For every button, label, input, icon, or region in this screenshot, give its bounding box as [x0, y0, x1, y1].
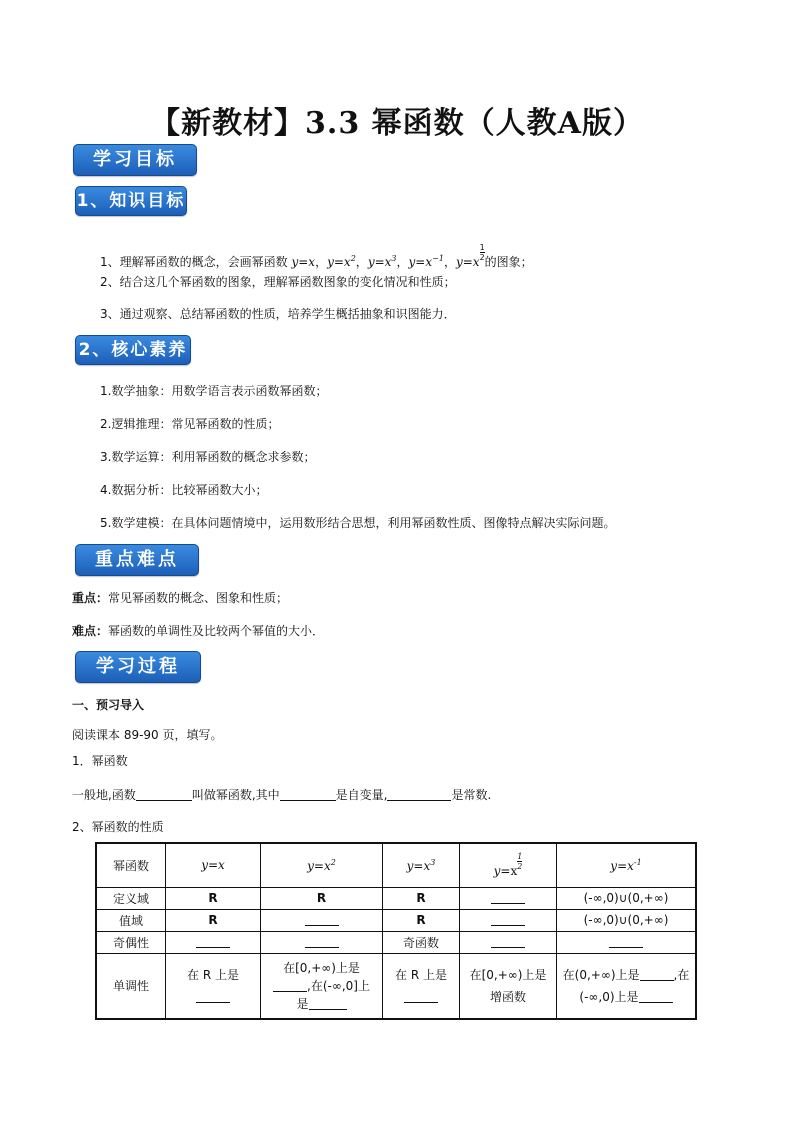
answer-blank[interactable]: [609, 935, 643, 948]
table-header-cell: 幂函数: [96, 843, 166, 887]
blank-constant[interactable]: [387, 788, 451, 801]
reading-instruction: 阅读课本 89-90 页，填写。: [72, 728, 223, 742]
table-row: [96, 931, 696, 953]
table-header-cell: $y=x^3$: [383, 843, 460, 887]
knowledge-goal-3: 3、通过观察、总结幂函数的性质，培养学生概括抽象和识图能力．: [100, 307, 456, 321]
table-cell: [166, 931, 261, 953]
table-cell: 奇函数: [383, 931, 460, 953]
answer-blank[interactable]: [305, 913, 339, 926]
section-tag-knowledge: 1、知识目标: [75, 186, 187, 216]
table-header-cell: $y=x^{-1}$: [557, 843, 697, 887]
table-cell: 在 R 上是: [383, 953, 460, 1019]
literacy-item: 1.数学抽象：用数学语言表示函数幂函数；: [100, 384, 328, 398]
table-cell: R: [261, 887, 383, 909]
answer-blank[interactable]: [491, 913, 525, 926]
table-cell: 在 R 上是: [166, 953, 261, 1019]
question-2-title: 2、幂函数的性质: [72, 820, 164, 834]
answer-blank[interactable]: [404, 990, 438, 1003]
table-cell: [460, 887, 557, 909]
table-cell: [460, 931, 557, 953]
table-cell: [557, 931, 697, 953]
table-cell: R: [166, 887, 261, 909]
table-row-label: 单调性: [96, 953, 166, 1019]
table-row: [96, 887, 696, 909]
table-row-label: 定义域: [96, 887, 166, 909]
table-cell: [460, 909, 557, 931]
answer-blank[interactable]: [639, 990, 673, 1003]
table-cell: [261, 931, 383, 953]
answer-blank[interactable]: [491, 935, 525, 948]
section-tag-goals: 学习目标: [73, 144, 197, 176]
table-header-cell: y=x: [166, 843, 261, 887]
table-cell: (-∞,0)∪(0,+∞): [557, 909, 697, 931]
table-cell: 在(0,+∞)上是 ,在 (-∞,0)上是: [557, 953, 697, 1019]
literacy-item: 2.逻辑推理：常见幂函数的性质；: [100, 417, 280, 431]
table-cell: R: [383, 887, 460, 909]
literacy-item: 3.数学运算：利用幂函数的概念求参数；: [100, 450, 316, 464]
answer-blank[interactable]: [305, 935, 339, 948]
table-row: [96, 953, 696, 1019]
answer-blank[interactable]: [491, 891, 525, 904]
table-cell: (-∞,0)∪(0,+∞): [557, 887, 697, 909]
page-title: 【新教材】3.3 幂函数（人教A版）: [150, 106, 644, 141]
table-row: [96, 909, 696, 931]
difficult-point: 难点：幂函数的单调性及比较两个幂值的大小．: [72, 624, 325, 638]
blank-variable[interactable]: [280, 788, 336, 801]
question-1-title: 1．幂函数: [72, 754, 128, 768]
table-cell: [261, 909, 383, 931]
section-tag-literacy: 2、核心素养: [75, 335, 191, 365]
blank-function[interactable]: [136, 788, 192, 801]
section-tag-keypoints: 重点难点: [75, 544, 199, 576]
table-cell: 在[0,+∞)上是 ,在(-∞,0]上 是: [261, 953, 383, 1019]
preview-heading: 一、预习导入: [72, 698, 145, 712]
answer-blank[interactable]: [309, 997, 347, 1010]
answer-blank[interactable]: [196, 990, 230, 1003]
section-tag-process: 学习过程: [75, 651, 201, 683]
answer-blank[interactable]: [273, 979, 307, 992]
table-cell: R: [166, 909, 261, 931]
table-row-label: 值域: [96, 909, 166, 931]
answer-blank[interactable]: [196, 935, 230, 948]
definition-fill-blank: 一般地,函数 叫做幂函数,其中 是自变量, 是常数.: [72, 788, 492, 802]
power-function-properties-table: [95, 842, 697, 1020]
answer-blank[interactable]: [640, 968, 674, 981]
key-point: 重点：常见幂函数的概念、图象和性质；: [72, 591, 289, 605]
table-row: [96, 843, 696, 887]
table-header-cell: y=x $\frac{1}{2}$: [460, 843, 557, 887]
table-cell: R: [383, 909, 460, 931]
knowledge-goal-1: 1、理解幂函数的概念，会画幂函数 y=x，$y=x^2$，$y=x^3$，$y=x^{-1}$，y=x $\frac{1}{2}$ 的图象；: [100, 243, 533, 269]
literacy-item: 4.数据分析：比较幂函数大小；: [100, 483, 268, 497]
table-header-cell: $y=x^2$: [261, 843, 383, 887]
knowledge-goal-2: 2、结合这几个幂函数的图象，理解幂函数图象的变化情况和性质；: [100, 275, 456, 289]
table-cell: 在[0,+∞)上是增函数: [460, 953, 557, 1019]
table-row-label: 奇偶性: [96, 931, 166, 953]
literacy-item: 5.数学建模：在具体问题情境中，运用数形结合思想，利用幂函数性质、图像特点解决实际问题。: [100, 516, 616, 530]
